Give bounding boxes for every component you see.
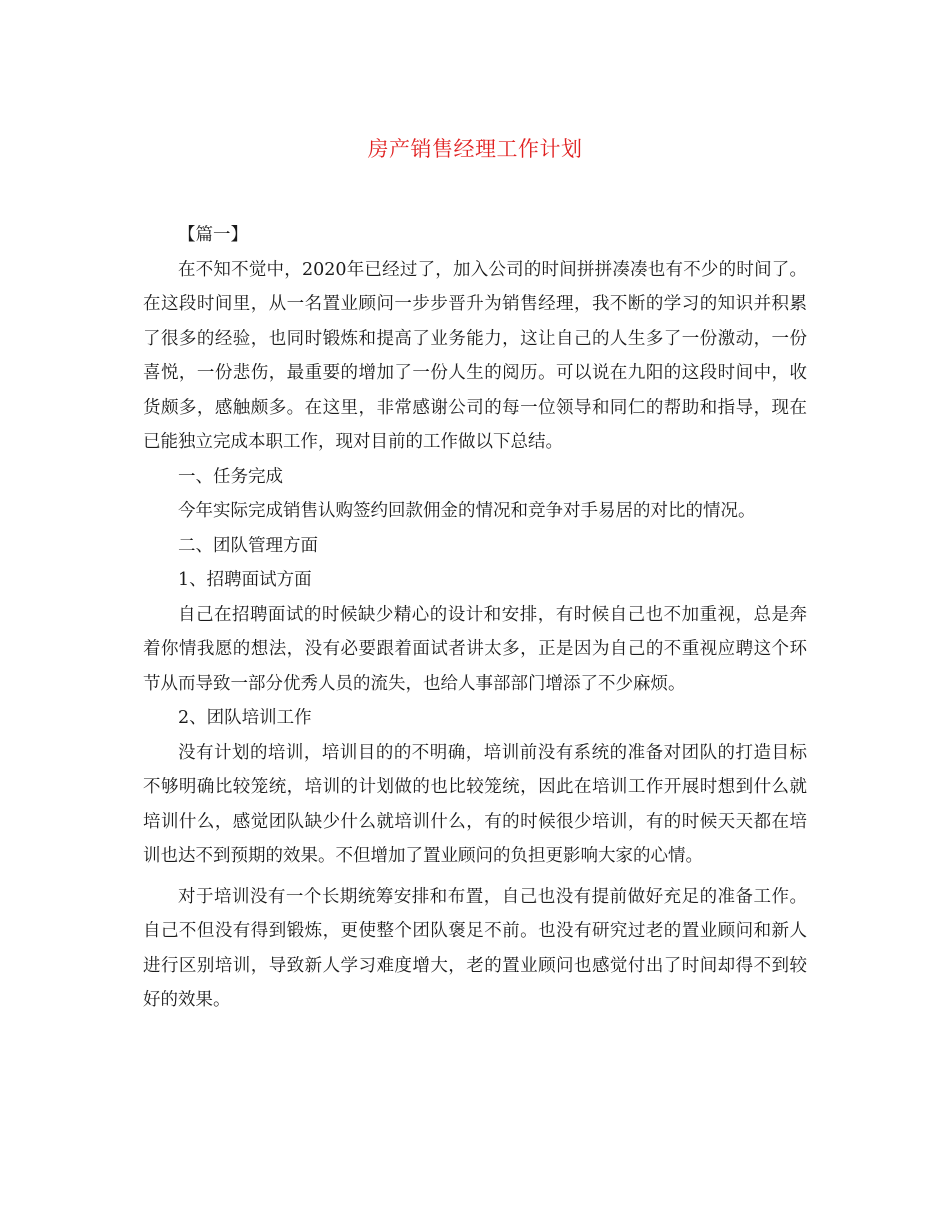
- heading-team-management: 二、团队管理方面: [178, 535, 318, 556]
- document-title: 房产销售经理工作计划: [367, 137, 583, 161]
- paragraph-training: 没有计划的培训，培训目的的不明确，培训前没有系统的准备对团队的打造目标不够明确比较笼统，培训的计划做的也比较笼统，因此在培训工作开展时想到什么就培训什么，感觉团队缺少什么就培训什么，有的时候很少培训，有的时候天天都在培训也达不到预期的效果。不但增加了置业顾问的负担更影响大家的心情。: [143, 742, 807, 866]
- heading-task-completion: 一、任务完成: [178, 466, 283, 487]
- paragraph-intro: 在不知不觉中，2020年已经过了，加入公司的时间拼拼凑凑也有不少的时间了。在这段时间里，从一名置业顾问一步步晋升为销售经理，我不断的学习的知识并积累了很多的经验，也同时锻炼和提高了业务能力，这让自己的人生多了一份激动，一份喜悦，一份悲伤，最重要的增加了一份人生的阅历。可以说在九阳的这段时间中，收货颇多，感触颇多。在这里，非常感谢公司的每一位领导和同仁的帮助和指导，现在已能独立完成本职工作，现对目前的工作做以下总结。: [143, 259, 807, 452]
- paragraph-task-completion: 今年实际完成销售认购签约回款佣金的情况和竞争对手易居的对比的情况。: [178, 501, 756, 521]
- section-heading-part-one: 【篇一】: [178, 225, 248, 245]
- paragraph-training-plan: 对于培训没有一个长期统筹安排和布置，自己也没有提前做好充足的准备工作。自己不但没有得到锻炼，更使整个团队褒足不前。也没有研究过老的置业顾问和新人进行区别培训，导致新人学习难度增大，老的置业顾问也感觉付出了时间却得不到较好的效果。: [143, 886, 807, 1010]
- subheading-training: 2、团队培训工作: [178, 708, 312, 728]
- paragraph-recruitment: 自己在招聘面试的时候缺少精心的设计和安排，有时候自己也不加重视，总是奔着你情我愿的想法，没有必要跟着面试者讲太多，正是因为自己的不重视应聘这个环节从而导致一部分优秀人员的流失，也给人事部部门增添了不少麻烦。: [143, 604, 807, 694]
- document-body: [143, 218, 807, 1018]
- subheading-recruitment: 1、招聘面试方面: [178, 570, 312, 590]
